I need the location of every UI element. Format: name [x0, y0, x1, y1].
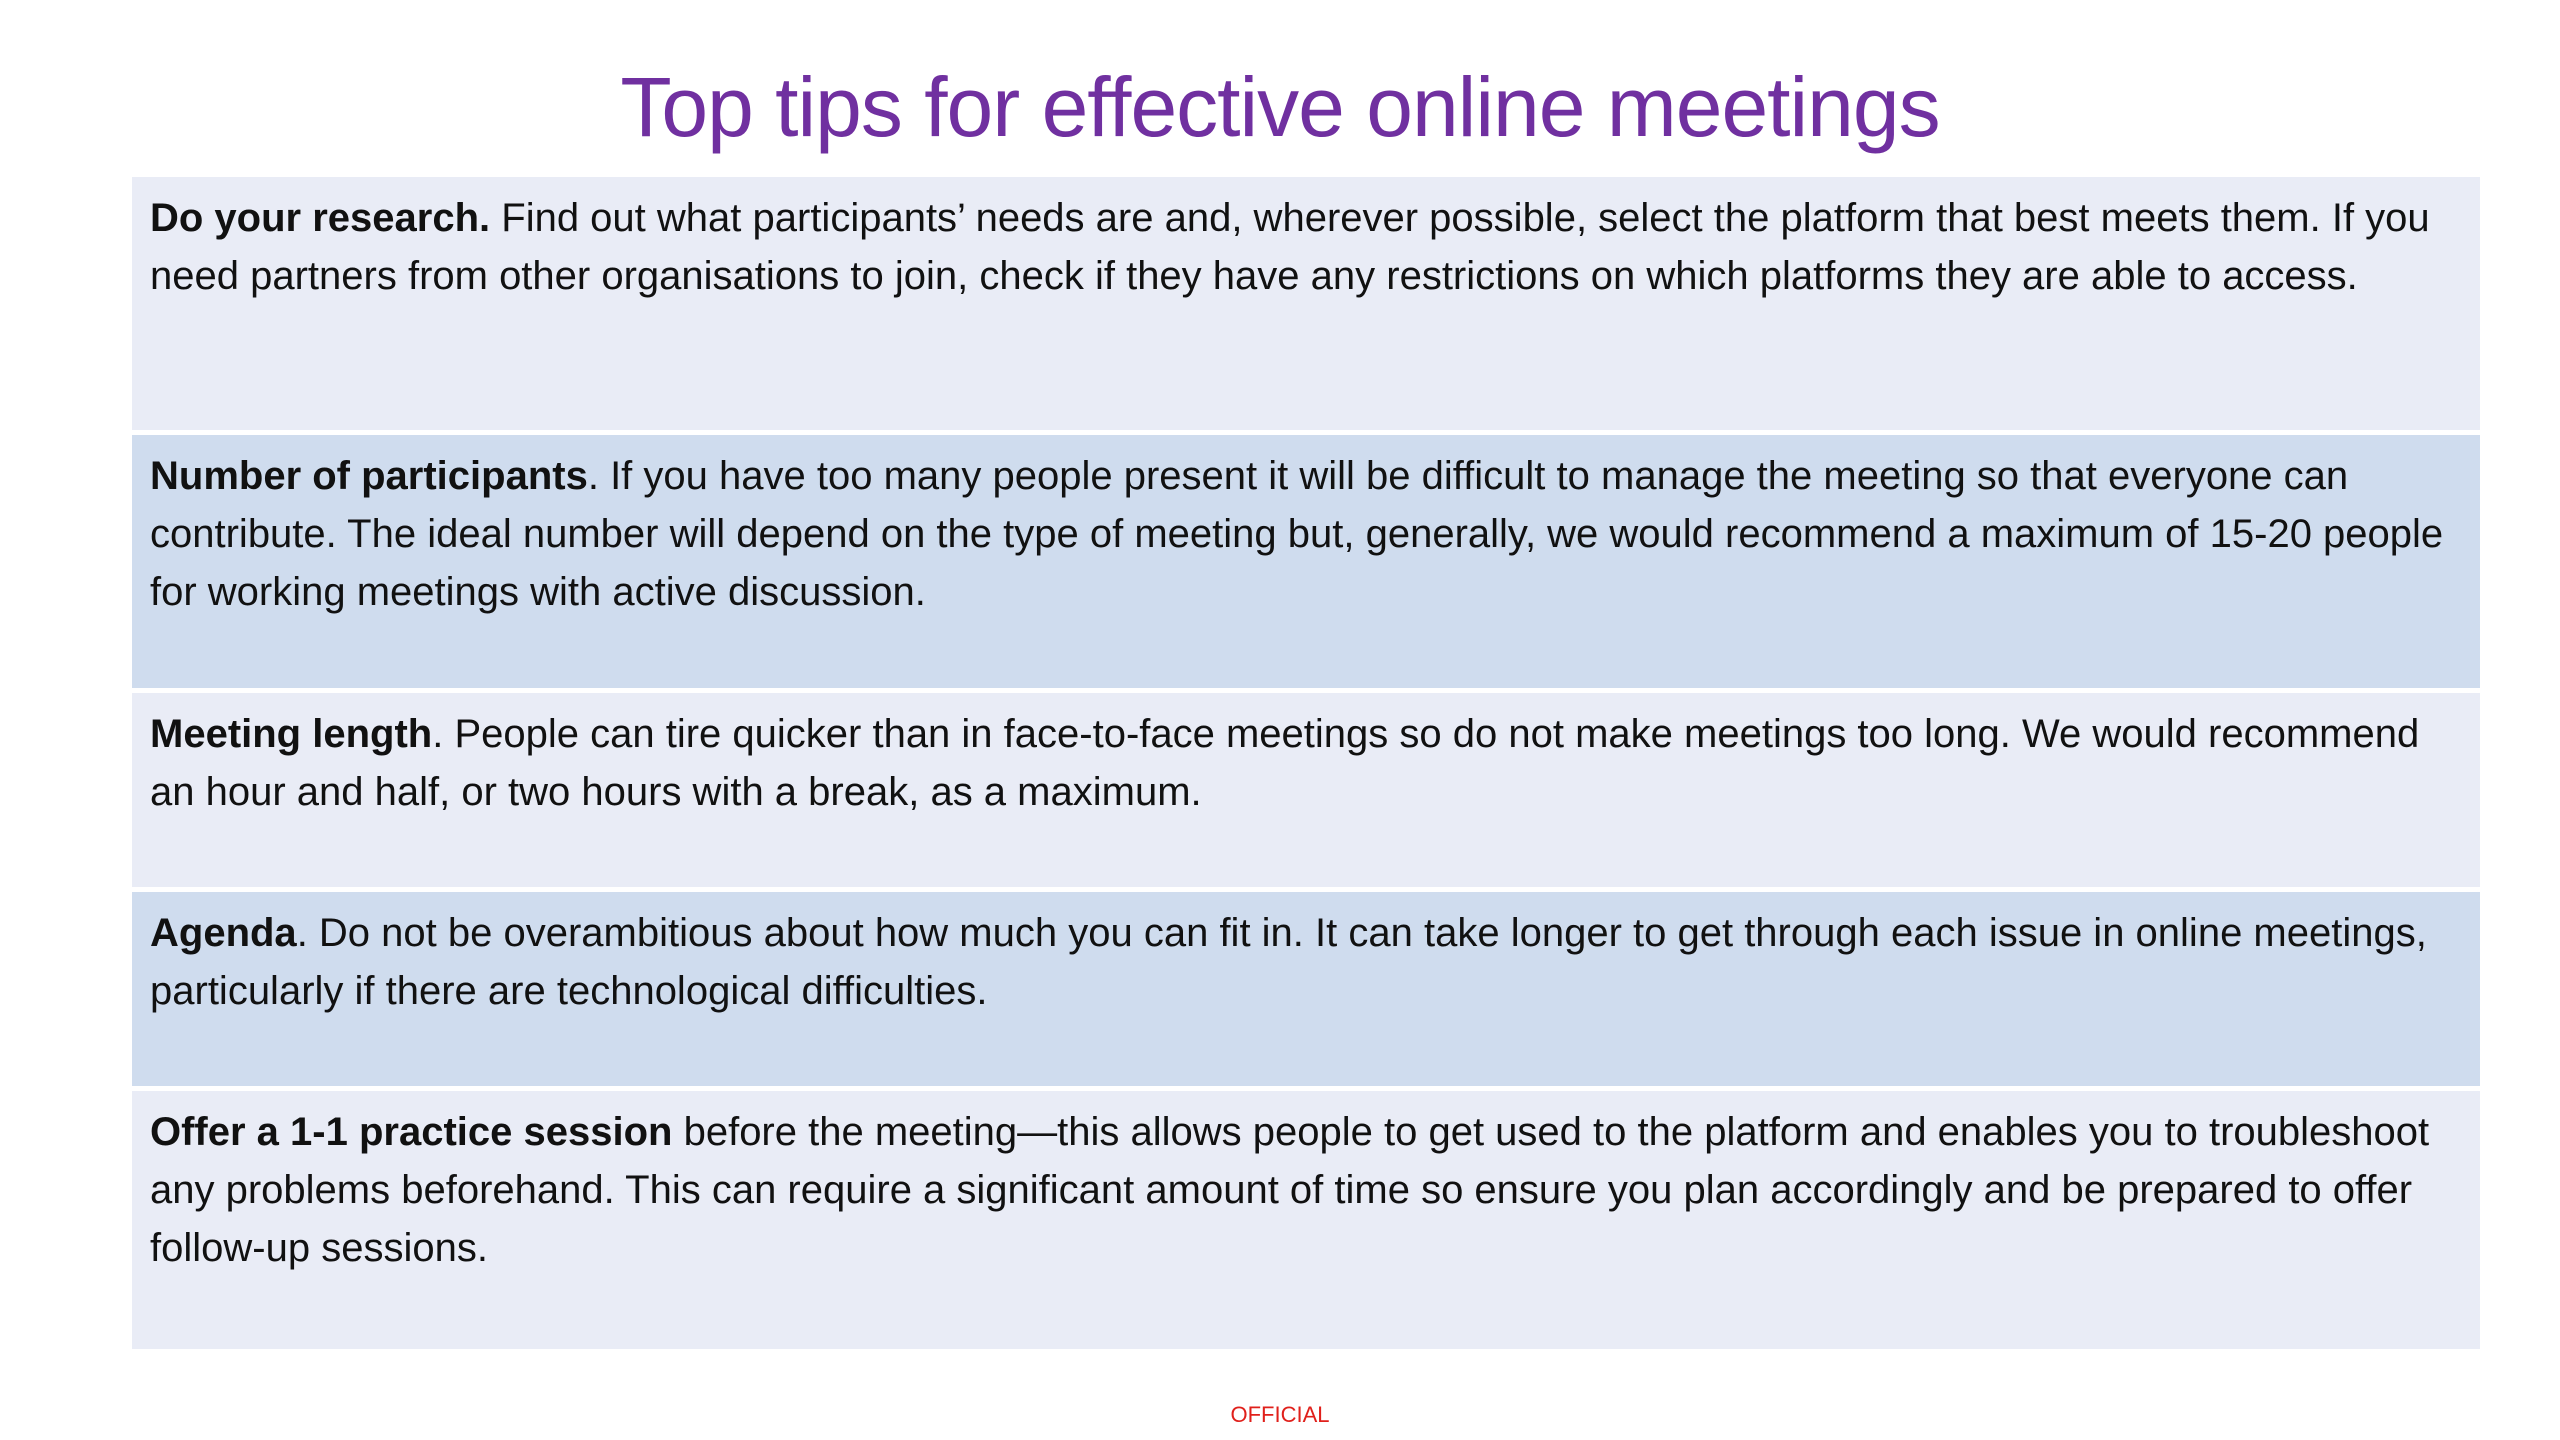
tip-heading: Do your research. [150, 196, 491, 240]
tip-body: . Do not be overambitious about how much you can fit in. It can take longer to get through each issue in online meetings, particularly if there are technological difficulties. [150, 911, 2427, 1013]
tip-heading: Number of participants [150, 454, 588, 498]
tip-body: before the meeting—this allows people to get used to the platform and enables you to troubleshoot any problems beforehand. This can require a significant amount of time so ensure you plan accordingly and be prepared to offer follow-up sessions. [150, 1110, 2430, 1270]
slide-title: Top tips for effective online meetings [620, 60, 1940, 154]
classification-footer: OFFICIAL [1230, 1402, 1330, 1427]
tip-body: Find out what participants’ needs are and, wherever possible, select the platform that best meets them. If you need partners from other organisations to join, check if they have any restrictions on which platforms they are able to access. [150, 196, 2430, 298]
tip-row-meeting-length [132, 693, 2480, 892]
tip-row-agenda [132, 892, 2480, 1091]
tip-body: . People can tire quicker than in face-to-face meetings so do not make meetings too long. We would recommend an hour and half, or two hours with a break, as a maximum. [150, 712, 2420, 814]
tip-heading: Meeting length [150, 712, 433, 756]
tip-row-research [132, 177, 2480, 435]
tip-body: . If you have too many people present it will be difficult to manage the meeting so that everyone can contribute. The ideal number will depend on the type of meeting but, generally, we would recommend a maximum of 15-20 people for working meetings with active discussion. [150, 454, 2444, 614]
tip-row-practice-session [132, 1091, 2480, 1349]
tip-row-participants [132, 435, 2480, 693]
tip-heading: Agenda [150, 911, 297, 955]
tip-heading: Offer a 1-1 practice session [150, 1110, 673, 1154]
tips-table [132, 177, 2480, 1349]
